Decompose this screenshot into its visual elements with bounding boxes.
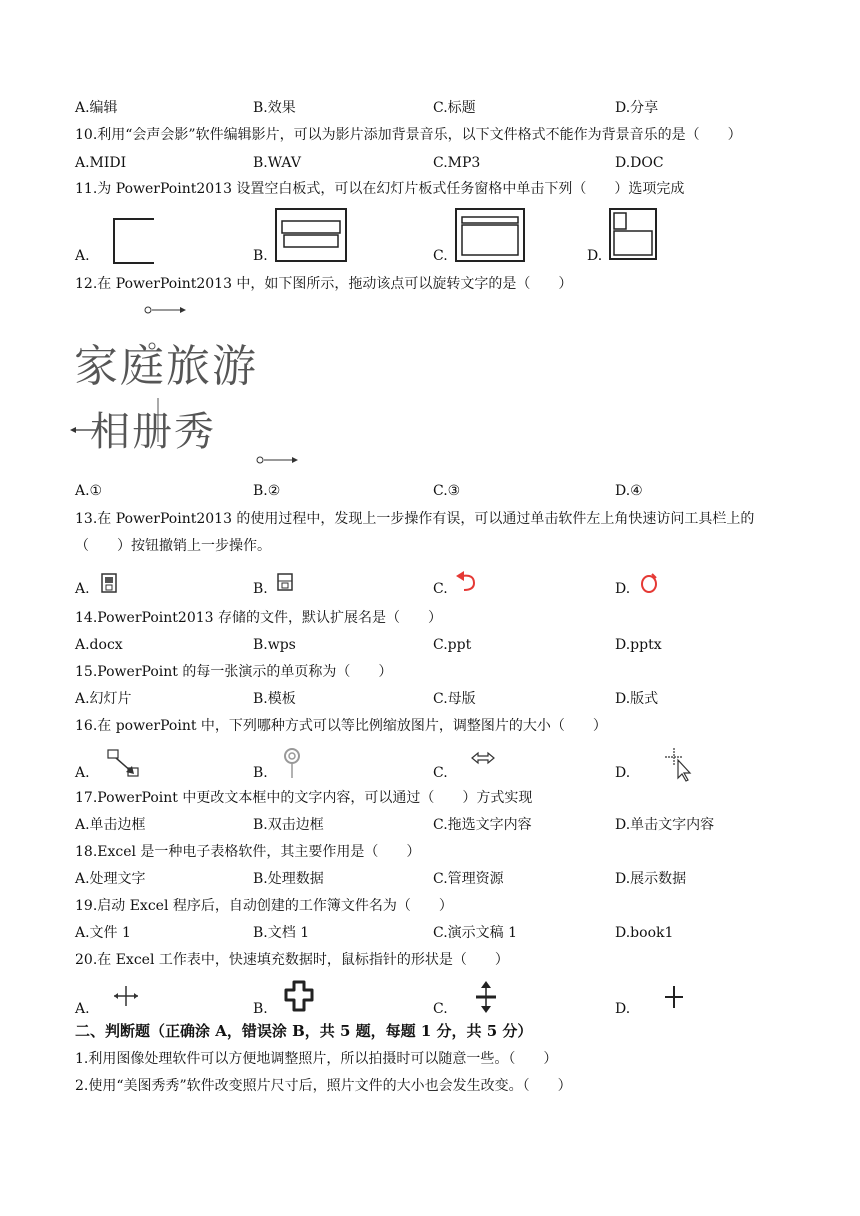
option-b: B. xyxy=(253,207,352,265)
option-b: B.双击边框 xyxy=(253,817,324,833)
question-11: 11.为 PowerPoint2013 设置空白板式，可以在幻灯片板式任务窗格中单击下列（ ）选项完成 xyxy=(75,181,685,197)
diagonal-resize-handle-icon xyxy=(94,746,144,782)
two-content-layout-icon xyxy=(606,207,666,265)
option-d: D.④ xyxy=(615,483,643,499)
option-d: D.DOC xyxy=(615,155,664,171)
q13-image-options xyxy=(75,566,795,598)
option-d: D. xyxy=(587,207,666,265)
option-c: C.MP3 xyxy=(433,155,481,171)
option-d: D.分享 xyxy=(615,100,659,116)
option-d: D.版式 xyxy=(615,691,659,707)
option-c: C.母版 xyxy=(433,691,476,707)
question-16: 16.在 powerPoint 中，下列哪种方式可以等比例缩放图片，调整图片的大小（ ） xyxy=(75,718,607,734)
q17-options xyxy=(75,816,795,836)
option-a: A.单击边框 xyxy=(75,817,146,833)
question-15: 15.PowerPoint 的每一张演示的单页称为（ ） xyxy=(75,664,393,680)
option-d: D.pptx xyxy=(615,637,662,653)
option-c: C. xyxy=(433,207,532,265)
question-10: 10.利用“会声会影”软件编辑影片，可以为影片添加背景音乐，以下文件格式不能作为背景音乐的是（ ） xyxy=(75,127,742,143)
q12-options xyxy=(75,482,795,502)
option-a: A. xyxy=(75,215,154,265)
blank-layout-icon xyxy=(94,215,154,265)
question-13: 13.在 PowerPoint2013 的使用过程中，发现上一步操作有误，可以通过单击软件左上角快速访问工具栏上的 xyxy=(75,511,755,527)
question-12: 12.在 PowerPoint2013 中，如下图所示，拖动该点可以旋转文字的是（ ） xyxy=(75,276,573,292)
select-cross-cursor-icon xyxy=(272,978,322,1018)
option-d: D. xyxy=(615,744,694,782)
option-c: C.拖选文字内容 xyxy=(433,817,532,833)
option-b: B.效果 xyxy=(253,100,296,116)
question-17: 17.PowerPoint 中更改文本框中的文字内容，可以通过（ ）方式实现 xyxy=(75,790,533,806)
option-c: C. xyxy=(433,978,502,1018)
q18-options xyxy=(75,870,795,890)
option-b: B.模板 xyxy=(253,691,296,707)
option-a: A.编辑 xyxy=(75,100,118,116)
q19-options xyxy=(75,924,795,944)
option-c: C.标题 xyxy=(433,100,476,116)
option-c: C.③ xyxy=(433,483,461,499)
title-content-layout-icon xyxy=(452,207,532,265)
q20-image-options xyxy=(75,978,795,1018)
move-pointer-icon xyxy=(634,744,694,782)
vertical-resize-cursor-icon xyxy=(452,978,502,1018)
figure-subtitle: 相册秀 xyxy=(90,409,216,455)
judgement-question-1: 1.利用图像处理软件可以方便地调整照片，所以拍摄时可以随意一些。（ ） xyxy=(75,1051,558,1067)
save-icon xyxy=(272,570,296,598)
option-b: B. xyxy=(253,746,312,782)
redo-icon xyxy=(634,568,664,598)
option-b: B.WAV xyxy=(253,155,301,171)
option-d: D. xyxy=(615,980,684,1018)
option-a: A.docx xyxy=(75,637,123,653)
q10-options xyxy=(75,154,795,174)
option-a: A.文件 1 xyxy=(75,925,131,941)
option-c: C.演示文稿 1 xyxy=(433,925,518,941)
undo-icon xyxy=(452,568,482,598)
option-c: C. xyxy=(433,746,502,782)
title-layout-icon xyxy=(272,207,352,265)
question-19: 19.启动 Excel 程序后，自动创建的工作簿文件名为（ ） xyxy=(75,898,453,914)
q15-options xyxy=(75,690,795,710)
question-20: 20.在 Excel 工作表中，快速填充数据时，鼠标指针的形状是（ ） xyxy=(75,952,509,968)
option-a: A. xyxy=(75,746,144,782)
move-cursor-icon xyxy=(94,980,144,1018)
option-b: B.② xyxy=(253,483,281,499)
question-13-cont: （ ）按钮撤销上一步操作。 xyxy=(75,538,271,554)
option-b: B.wps xyxy=(253,637,296,653)
option-a: A.MIDI xyxy=(75,155,127,171)
q16-image-options xyxy=(75,742,795,782)
option-b: B. xyxy=(253,570,296,598)
save-as-icon xyxy=(94,570,118,598)
option-d: D. xyxy=(615,568,664,598)
section-2-title: 二、判断题（正确涂 A，错误涂 B，共 5 题，每题 1 分，共 5 分） xyxy=(75,1022,533,1040)
fill-handle-cursor-icon xyxy=(634,980,684,1018)
horizontal-resize-icon xyxy=(452,746,502,782)
option-b: B.处理数据 xyxy=(253,871,324,887)
option-d: D.单击文字内容 xyxy=(615,817,715,833)
option-c: C.ppt xyxy=(433,637,472,653)
option-a: A.① xyxy=(75,483,103,499)
option-a: A.处理文字 xyxy=(75,871,146,887)
option-d: D.book1 xyxy=(615,925,674,941)
option-b: B.文档 1 xyxy=(253,925,310,941)
option-d: D.展示数据 xyxy=(615,871,687,887)
question-18: 18.Excel 是一种电子表格软件，其主要作用是（ ） xyxy=(75,844,421,860)
q9-options xyxy=(75,99,795,119)
option-b: B. xyxy=(253,978,322,1018)
option-a: A. xyxy=(75,980,144,1018)
question-14: 14.PowerPoint2013 存储的文件，默认扩展名是（ ） xyxy=(75,610,442,626)
option-c: C.管理资源 xyxy=(433,871,504,887)
option-a: A.幻灯片 xyxy=(75,691,132,707)
q14-options xyxy=(75,636,795,656)
q11-image-options xyxy=(75,205,795,265)
option-c: C. xyxy=(433,568,482,598)
rotate-text-figure xyxy=(70,302,310,472)
judgement-question-2: 2.使用“美图秀秀”软件改变照片尺寸后，照片文件的大小也会发生改变。（ ） xyxy=(75,1078,572,1094)
rotate-handle-icon xyxy=(272,746,312,782)
option-a: A. xyxy=(75,570,118,598)
figure-title: 家庭旅游 xyxy=(74,341,258,392)
